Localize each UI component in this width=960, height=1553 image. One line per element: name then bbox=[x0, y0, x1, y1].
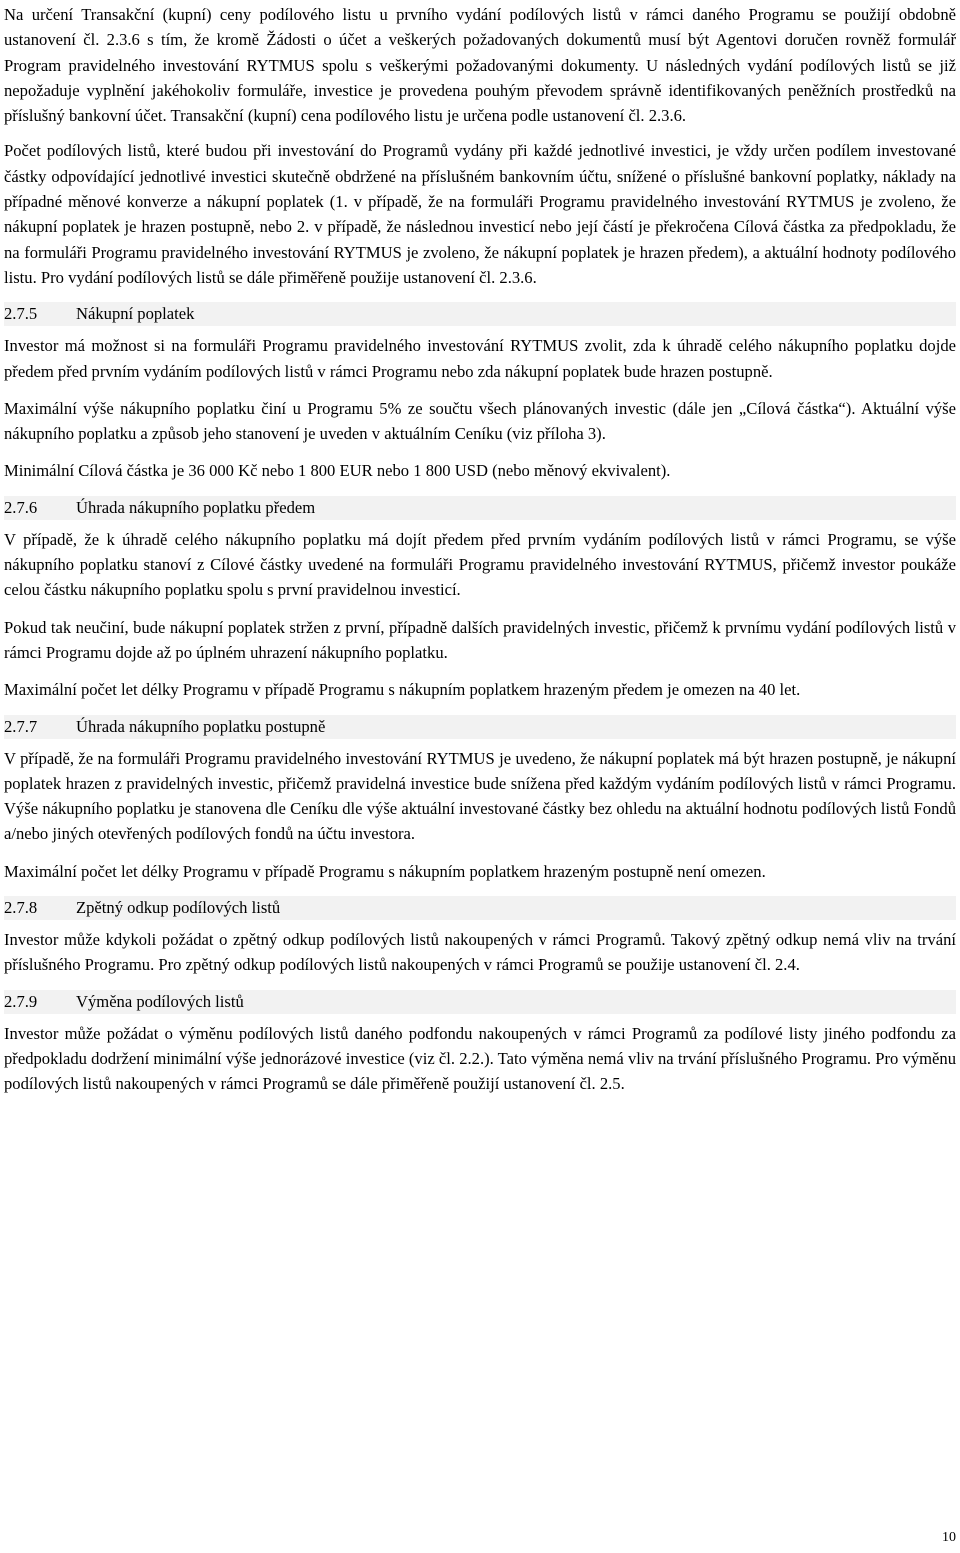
section-title: Úhrada nákupního poplatku postupně bbox=[76, 716, 326, 736]
section-number: 2.7.7 bbox=[4, 716, 38, 736]
section-2-7-5-paragraph-3: Minimální Cílová částka je 36 000 Kč nebo 1 800 EUR nebo 1 800 USD (nebo měnový ekvivalent). bbox=[4, 461, 671, 481]
section-number: 2.7.6 bbox=[4, 497, 38, 517]
section-heading-2-7-7 bbox=[4, 715, 956, 739]
section-heading-2-7-8 bbox=[4, 896, 956, 920]
section-2-7-5-paragraph-1: Investor má možnost si na formuláři Programu pravidelného investování RYTMUS zvolit, zda k úhradě celého nákupního poplatku dojde předem před prvním vydáním podílových listů v rámci Programu nebo zda nákupní poplatek bude hrazen postupně. bbox=[4, 336, 956, 381]
section-title: Výměna podílových listů bbox=[76, 991, 244, 1011]
section-title: Zpětný odkup podílových listů bbox=[76, 898, 281, 918]
section-2-7-6-paragraph-3: Maximální počet let délky Programu v případě Programu s nákupním poplatkem hrazeným předem je omezen na 40 let. bbox=[4, 680, 801, 700]
intro-paragraph-1: Na určení Transakční (kupní) ceny podílového listu u prvního vydání podílových listů v rámci daného Programu se použijí obdobně ustanovení čl. 2.3.6 s tím, že kromě Žádosti o účet a veškerých požadovaných dokumentů musí být Agentovi doručen rovněž formulář Program pravidelného investování RYTMUS spolu s veškerými požadovanými dokumenty. U následných vydání podílových listů se již nepožaduje vyplnění jakéhokoliv formuláře, investice je provedena pouhým převodem správně identifikovaných peněžních prostředků na příslušný bankovní účet. Transakční (kupní) cena podílového listu je určena podle ustanovení čl. 2.3.6. bbox=[4, 5, 956, 126]
document-page bbox=[4, 2, 956, 1109]
section-2-7-7-paragraph-1: V případě, že na formuláři Programu pravidelného investování RYTMUS je uvedeno, že nákupní poplatek má být hrazen postupně, je nákupní poplatek hrazen z pravidelných investic, přičemž pravidelná investice bude snížena před každým vydáním podílových listů v rámci Programu. Výše nákupního poplatku je stanovena dle Ceníku dle výše aktuální investované částky bez ohledu na aktuální hodnotu podílových listů Fondů a/nebo jiných otevřených podílových fondů na účtu investora. bbox=[4, 748, 956, 844]
section-2-7-6-paragraph-1: V případě, že k úhradě celého nákupního poplatku má dojít předem před prvním vydáním podílových listů v rámci Programu, se výše nákupního poplatku stanoví z Cílové částky uvedené na formuláři Programu pravidelného investování RYTMUS, přičemž investor poukáže celou částku nákupního poplatku spolu s první pravidelnou investicí. bbox=[4, 529, 956, 600]
section-number: 2.7.8 bbox=[4, 898, 38, 918]
section-title: Nákupní poplatek bbox=[76, 304, 195, 324]
section-2-7-8-paragraph-1: Investor může kdykoli požádat o zpětný odkup podílových listů nakoupených v rámci Programů. Takový zpětný odkup nemá vliv na trvání příslušného Programu. Pro zpětný odkup podílových listů nakoupených v rámci Programů se použije ustanovení čl. 2.4. bbox=[4, 930, 956, 975]
section-2-7-9-paragraph-1: Investor může požádat o výměnu podílových listů daného podfondu nakoupených v rámci Programů za podílové listy jiného podfondu za předpokladu dodržení minimální výše jednorázové investice (viz čl. 2.2.). Tato výměna nemá vliv na trvání příslušného Programu. Pro výměnu podílových listů nakoupených v rámci Programů se dále přiměřeně použijí ustanovení čl. 2.5. bbox=[4, 1023, 956, 1094]
section-2-7-5-paragraph-2: Maximální výše nákupního poplatku činí u Programu 5% ze součtu všech plánovaných investic (dále jen „Cílová částka“). Aktuální výše nákupního poplatku a způsob jeho stanovení je uveden v aktuálním Ceníku (viz příloha 3). bbox=[4, 398, 956, 444]
section-2-7-6-paragraph-2: Pokud tak neučiní, bude nákupní poplatek stržen z první, případně dalších pravidelných investic, přičemž k prvnímu vydání podílových listů v rámci Programu dojde až po úplném uhrazení nákupního poplatku. bbox=[4, 617, 956, 662]
section-heading-2-7-9 bbox=[4, 990, 956, 1014]
section-heading-2-7-5 bbox=[4, 302, 956, 326]
section-heading-2-7-6 bbox=[4, 496, 956, 520]
section-title: Úhrada nákupního poplatku předem bbox=[76, 497, 316, 517]
page-number: 10 bbox=[942, 1530, 956, 1545]
intro-paragraph-2: Počet podílových listů, které budou při investování do Programů vydány při každé jednotlivé investici, je vždy určen podílem investované částky odpovídající jednotlivé investici skutečně obdržené na příslušném bankovním účtu, snížené o příslušné bankovní poplatky, náklady na případné měnové konverze a nákupní poplatek (1. v případě, že na formuláři Programu pravidelného investování RYTMUS je zvoleno, že nákupní poplatek je hrazen postupně, nebo 2. v případě, že následnou investicí nebo její částí je překročena Cílová částka za předpokladu, že na formuláři Programu pravidelného investování RYTMUS je zvoleno, že nákupní poplatek je hrazen předem), a aktuální hodnoty podílového listu. Pro vydání podílových listů se dále přiměřeně použije ustanovení čl. 2.3.6. bbox=[4, 141, 956, 287]
section-2-7-7-paragraph-2: Maximální počet let délky Programu v případě Programu s nákupním poplatkem hrazeným postupně není omezen. bbox=[4, 861, 766, 881]
section-number: 2.7.9 bbox=[4, 991, 38, 1011]
section-number: 2.7.5 bbox=[4, 304, 38, 324]
